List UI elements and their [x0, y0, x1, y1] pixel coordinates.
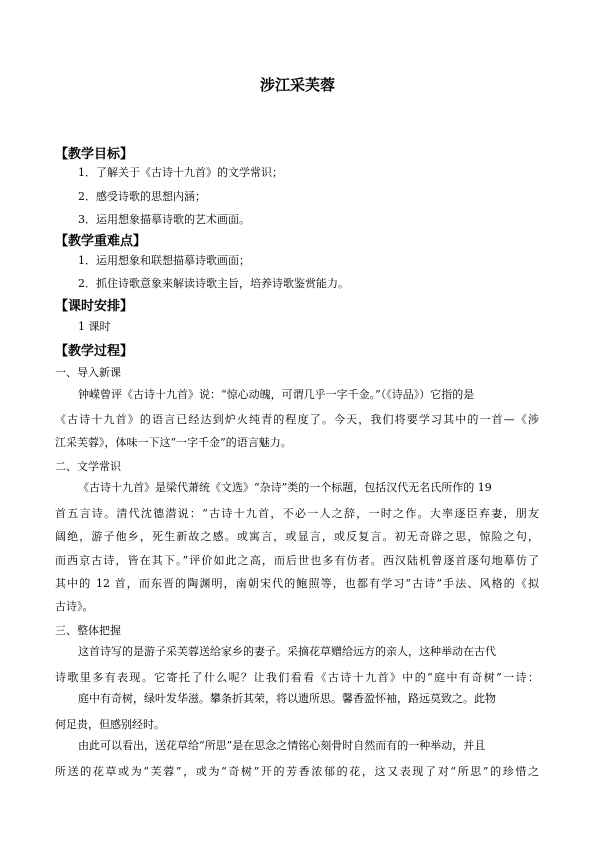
- paragraph-line: 钟嵘曾评《古诗十九首》说：“惊心动魄，可谓几乎一字千金。”（《诗品》）它指的是: [78, 388, 475, 401]
- paragraph-line: 阔绝，游子他乡，死生新故之感。或寓言，或显言，或反复言。初无奇辟之思，惊险之句，: [55, 530, 539, 543]
- schedule-text: 1 课时: [78, 320, 111, 333]
- objective-item: 1．了解关于《古诗十九首》的文学常识；: [78, 166, 283, 179]
- paragraph-line: 首五言诗。清代沈德潜说：“古诗十九首，不必一人之辞，一时之作。大率逐臣弃妻，朋友: [55, 507, 539, 520]
- part2-title: 二、文学常识: [55, 460, 121, 473]
- key-point-item: 1．运用想象和联想描摹诗歌画面；: [78, 254, 250, 267]
- poem-line: 何足贵，但感别经时。: [55, 718, 165, 731]
- paragraph-line: 《古诗十九首》是梁代萧统《文选》“杂诗”类的一个标题，包括汉代无名氏所作的 19: [78, 481, 492, 494]
- paragraph-line: 《古诗十九首》的语言已经达到炉火纯青的程度了。今天，我们将要学习其中的一首—《涉: [55, 413, 539, 426]
- paragraph-line: 诗歌里多有表现。它寄托了什么呢？让我们看看《古诗十九首》中的“庭中有奇树”一诗：: [55, 671, 539, 684]
- objective-item: 2．感受诗歌的思想内涵；: [78, 190, 206, 203]
- paragraph-line: 而西京古诗，皆在其下。”评价如此之高，而后世也多有仿者。西汉陆机曾逐首逐句地摹仿了: [55, 554, 539, 567]
- schedule-heading: 【课时安排】: [55, 299, 134, 314]
- part3-title: 三、整体把握: [55, 624, 121, 637]
- paragraph-line: 江采芙蓉》，体味一下这“一字千金”的语言魅力。: [55, 436, 292, 449]
- paragraph-line: 这首诗写的是游子采芙蓉送给家乡的妻子。采摘花草赠给远方的亲人，这种举动在古代: [78, 645, 496, 658]
- objectives-heading: 【教学目标】: [55, 147, 134, 162]
- poem-line: 庭中有奇树，绿叶发华滋。攀条折其荣，将以遗所思。馨香盈怀袖，路远莫致之。此物: [78, 692, 496, 705]
- paragraph-line: 由此可以看出，送花草给“所思”是在思念之情铭心刻骨时自然而有的一种举动，并且: [78, 739, 486, 752]
- process-heading: 【教学过程】: [55, 344, 134, 359]
- document-title: 涉江采芙蓉: [259, 76, 335, 94]
- part1-title: 一、导入新课: [55, 366, 121, 379]
- paragraph-line: 其中的 12 首，而东晋的陶渊明，南朝宋代的鲍照等，也都有学习“古诗”手法、风格的《拟: [55, 577, 539, 590]
- key-point-item: 2．抓住诗歌意象来解读诗歌主旨，培养诗歌鉴赏能力。: [78, 277, 349, 290]
- objective-item: 3．运用想象描摹诗歌的艺术画面。: [78, 213, 250, 226]
- paragraph-line: 古诗》。: [55, 600, 94, 613]
- key-points-heading: 【教学重难点】: [55, 234, 147, 249]
- paragraph-line: 所送的花草或为“芙蓉”，或为“奇树”开的芳香浓郁的花，这又表现了对“所思”的珍惜之: [55, 765, 539, 778]
